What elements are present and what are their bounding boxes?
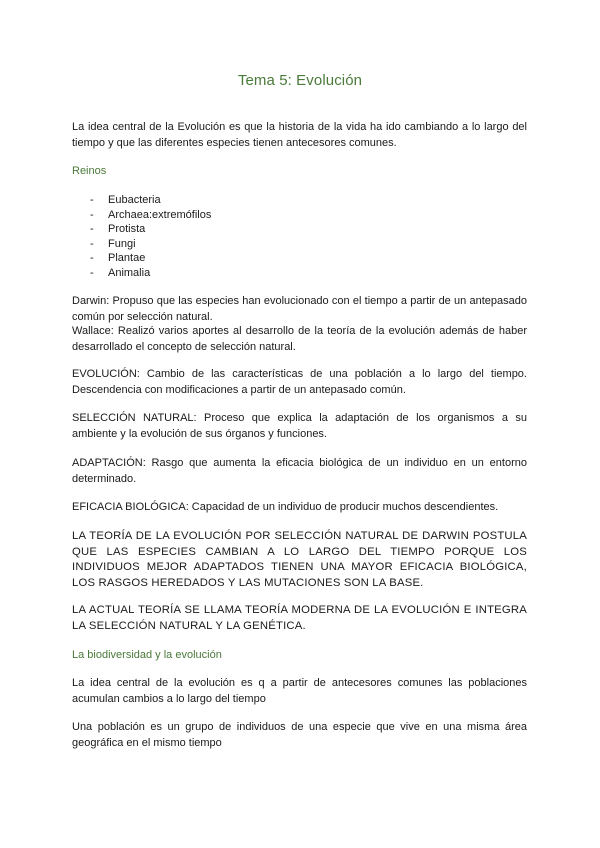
evolucion-definition: EVOLUCIÓN: Cambio de las características de una población a lo largo del tiempo. Descendencia con modificaciones a partir de un antepasado común.: [72, 368, 527, 396]
reinos-list: [90, 193, 211, 281]
list-item: - Fungi: [90, 237, 211, 252]
adaptacion-definition: ADAPTACIÓN: Rasgo que aumenta la eficacia biológica de un individuo en un entorno determinado.: [72, 457, 527, 485]
section-heading-reinos: Reinos: [72, 165, 107, 177]
biodiversidad-paragraph-2: Una población es un grupo de individuos de una especie que vive en una misma área geográfica en el mismo tiempo: [72, 721, 527, 749]
darwin-paragraph: Darwin: Propuso que las especies han evolucionado con el tiempo a partir de un antepasado común por selección natural.: [72, 295, 527, 323]
darwin-theory-paragraph: LA TEORÍA DE LA EVOLUCIÓN POR SELECCIÓN NATURAL DE DARWIN POSTULA QUE LAS ESPECIES CAMBIAN A LO LARGO DEL TIEMPO PORQUE LOS INDIVIDUOS MEJOR ADAPTADOS TIENEN UNA MAYOR EFICACIA BIOLÓGICA, LOS RASGOS HEREDADOS Y LAS MUTACIONES SON LA BASE.: [72, 530, 527, 589]
list-item: - Archaea:extremófilos: [90, 208, 211, 223]
wallace-paragraph: Wallace: Realizó varios aportes al desarrollo de la teoría de la evolución además de haber desarrollado el concepto de selección natural.: [72, 325, 527, 353]
list-item: - Eubacteria: [90, 193, 211, 208]
page-title: Tema 5: Evolución: [237, 72, 363, 89]
section-heading-biodiversidad: La biodiversidad y la evolución: [72, 649, 222, 661]
list-item: - Protista: [90, 222, 211, 237]
list-item: - Plantae: [90, 251, 211, 266]
modern-theory-paragraph: LA ACTUAL TEORÍA SE LLAMA TEORÍA MODERNA DE LA EVOLUCIÓN E INTEGRA LA SELECCIÓN NATURAL Y LA GENÉTICA.: [72, 604, 527, 632]
list-item: - Animalia: [90, 266, 211, 281]
seleccion-natural-definition: SELECCIÓN NATURAL: Proceso que explica la adaptación de los organismos a su ambiente y la evolución de sus órganos y funciones.: [72, 412, 527, 440]
eficacia-definition: EFICACIA BIOLÓGICA: Capacidad de un individuo de producir muchos descendientes.: [72, 501, 499, 513]
biodiversidad-paragraph-1: La idea central de la evolución es q a partir de antecesores comunes las poblaciones acumulan cambios a lo largo del tiempo: [72, 677, 527, 705]
intro-paragraph: La idea central de la Evolución es que la historia de la vida ha ido cambiando a lo largo del tiempo y que las diferentes especies tienen antecesores comunes.: [72, 121, 527, 149]
